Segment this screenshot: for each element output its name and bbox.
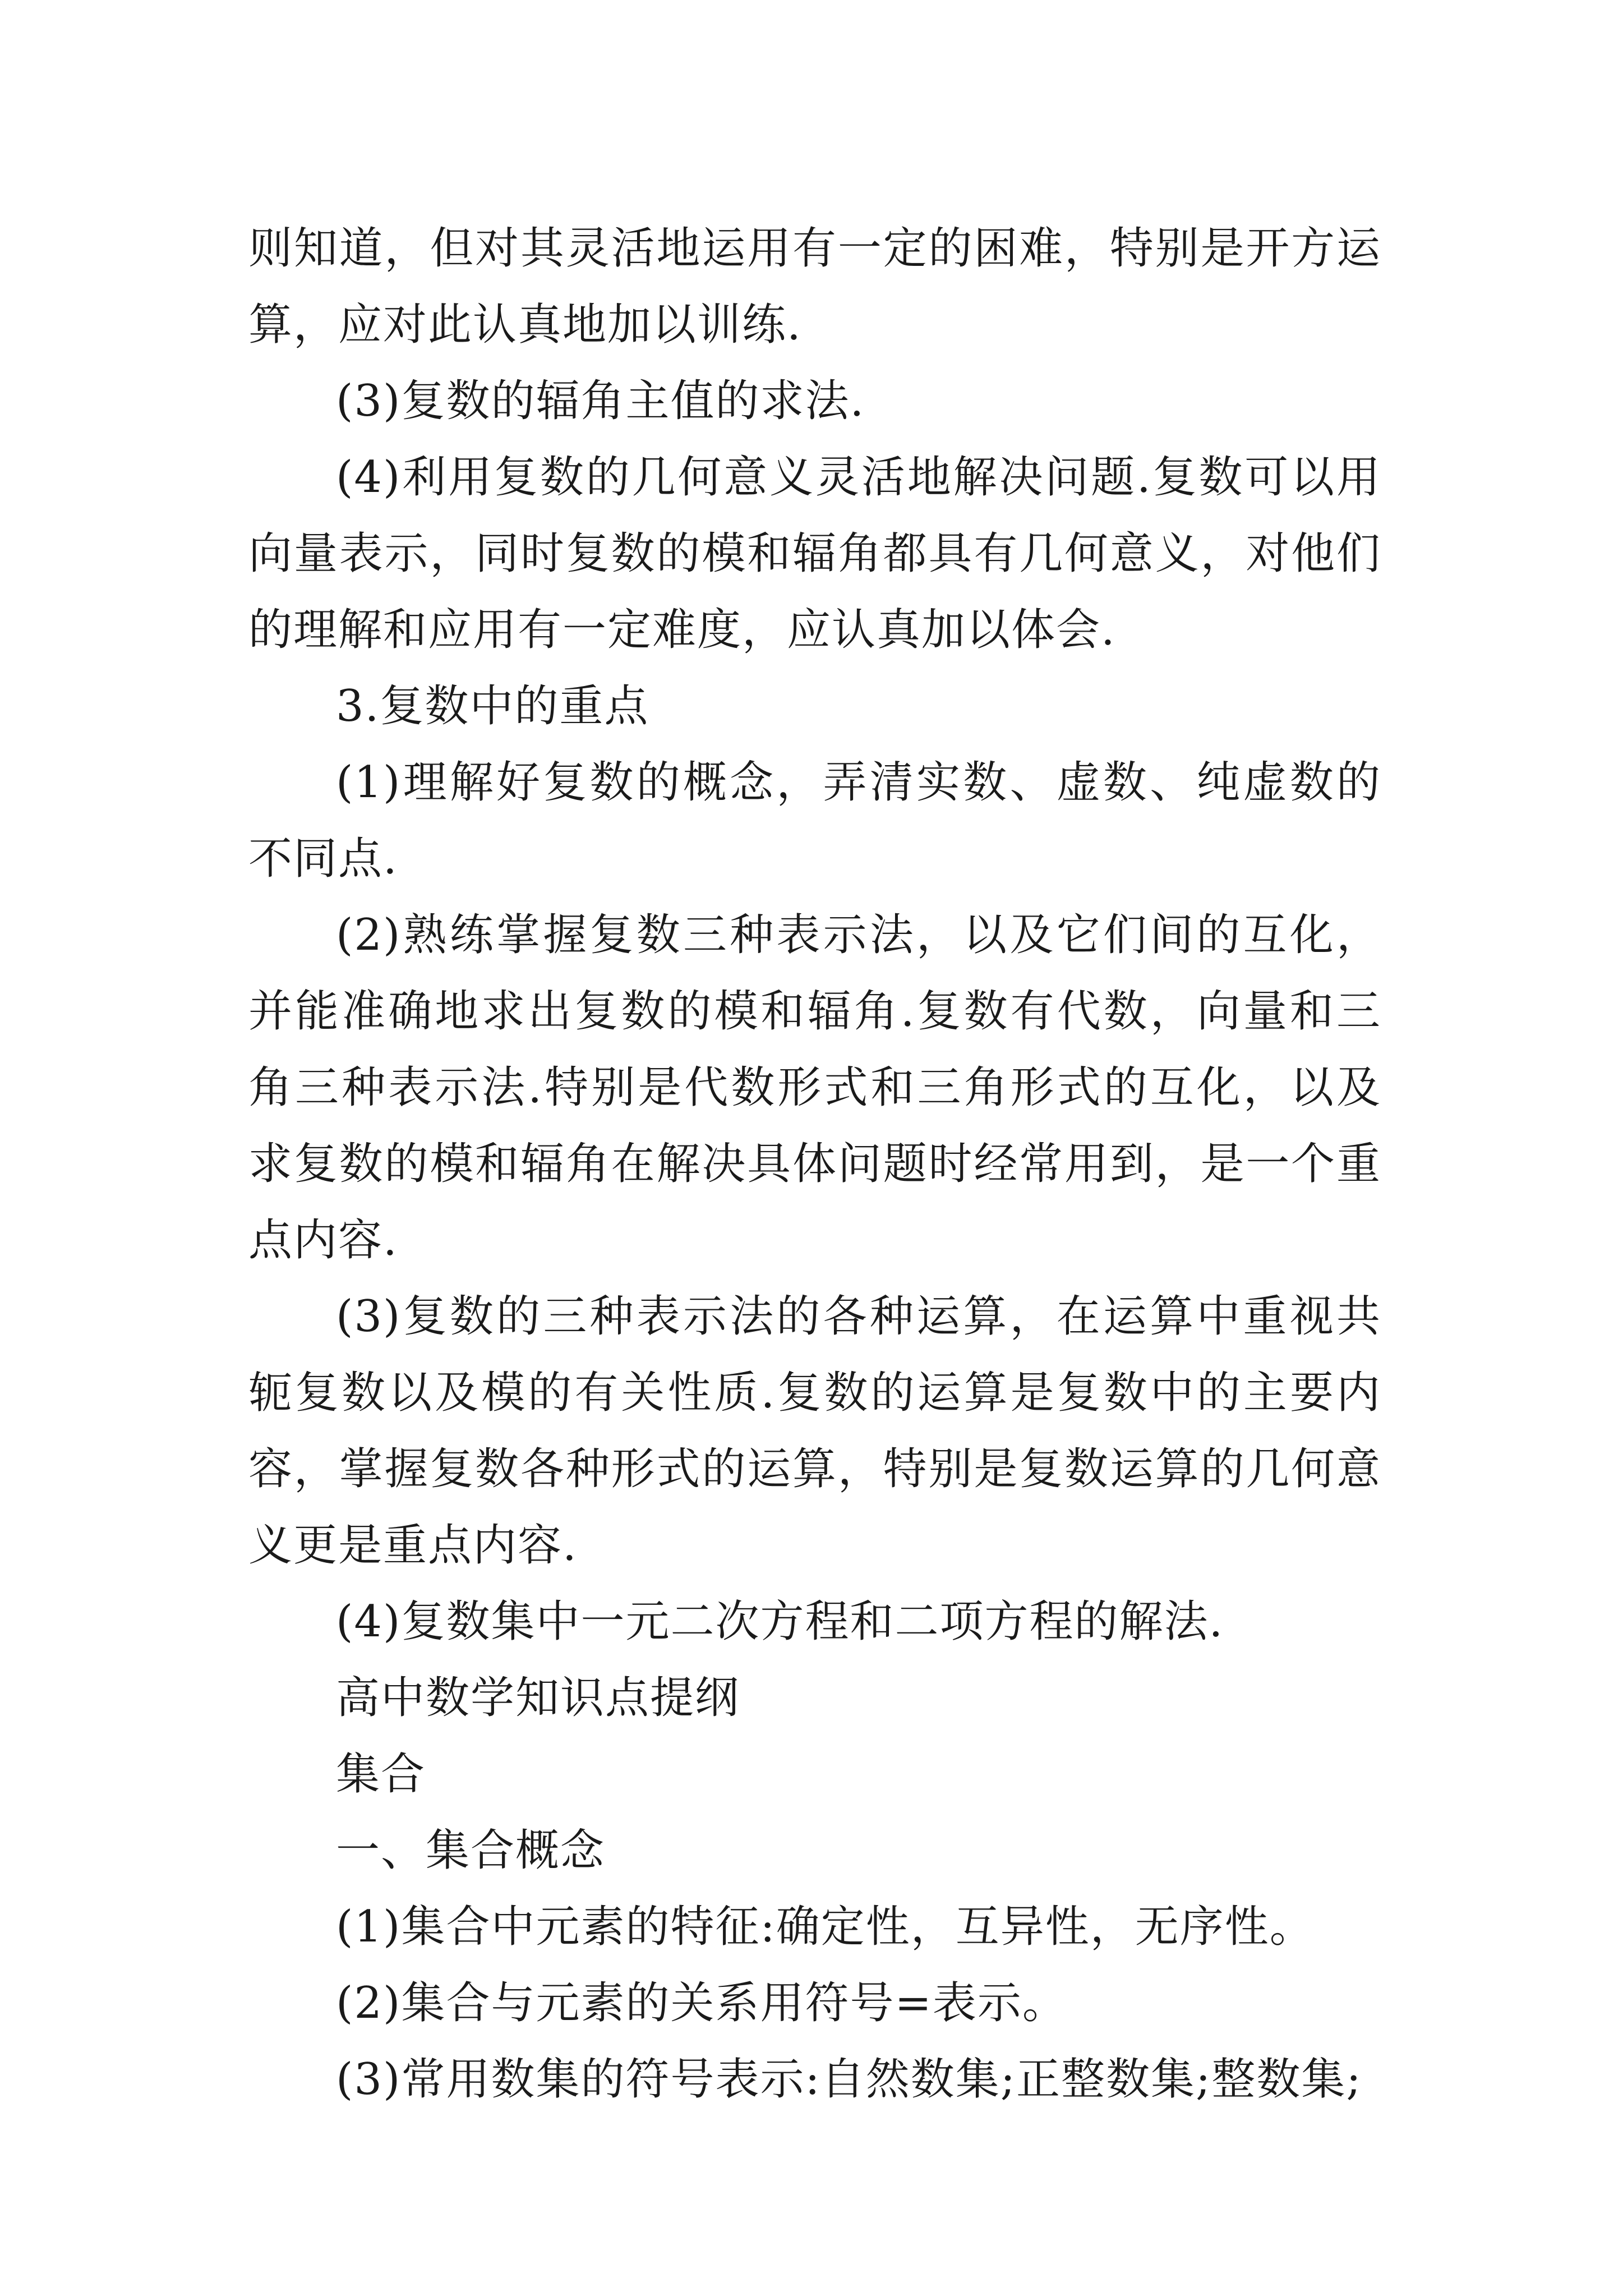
paragraph: (4)复数集中一元二次方程和二项方程的解法. [336, 1596, 1224, 1647]
paragraph: (3)复数的三种表示法的各种运算，在运算中重视共轭复数以及模的有关性质.复数的运算是复数中的主要内容，掌握复数各种形式的运算，特别是复数运算的几何意义更是重点内容. [248, 1291, 1381, 1571]
section-heading: 一、集合概念 [336, 1825, 606, 1876]
section-heading: 集合 [336, 1749, 426, 1800]
document-body [248, 210, 1381, 2118]
paragraph: (3)常用数集的符号表示:自然数集;正整数集;整数集; [336, 2054, 1362, 2105]
paragraph: 则知道，但对其灵活地运用有一定的困难，特别是开方运算，应对此认真地加以训练. [248, 223, 1381, 350]
section-heading: 3.复数中的重点 [336, 681, 649, 731]
paragraph: (4)利用复数的几何意义灵活地解决问题.复数可以用向量表示，同时复数的模和辐角都具有几何意义，对他们的理解和应用有一定难度，应认真加以体会. [248, 452, 1381, 655]
section-heading: 高中数学知识点提纲 [336, 1673, 740, 1723]
paragraph: (2)集合与元素的关系用符号=表示。 [336, 1978, 1067, 2028]
paragraph: (1)集合中元素的特征:确定性，互异性，无序性。 [336, 1902, 1315, 1952]
paragraph: (3)复数的辐角主值的求法. [336, 376, 865, 426]
paragraph: (1)理解好复数的概念，弄清实数、虚数、纯虚数的不同点. [248, 757, 1381, 884]
paragraph: (2)熟练掌握复数三种表示法，以及它们间的互化，并能准确地求出复数的模和辐角.复数有代数，向量和三角三种表示法.特别是代数形式和三角形式的互化，以及求复数的模和辐角在解决具体问题时经常用到，是一个重点内容. [248, 910, 1381, 1266]
